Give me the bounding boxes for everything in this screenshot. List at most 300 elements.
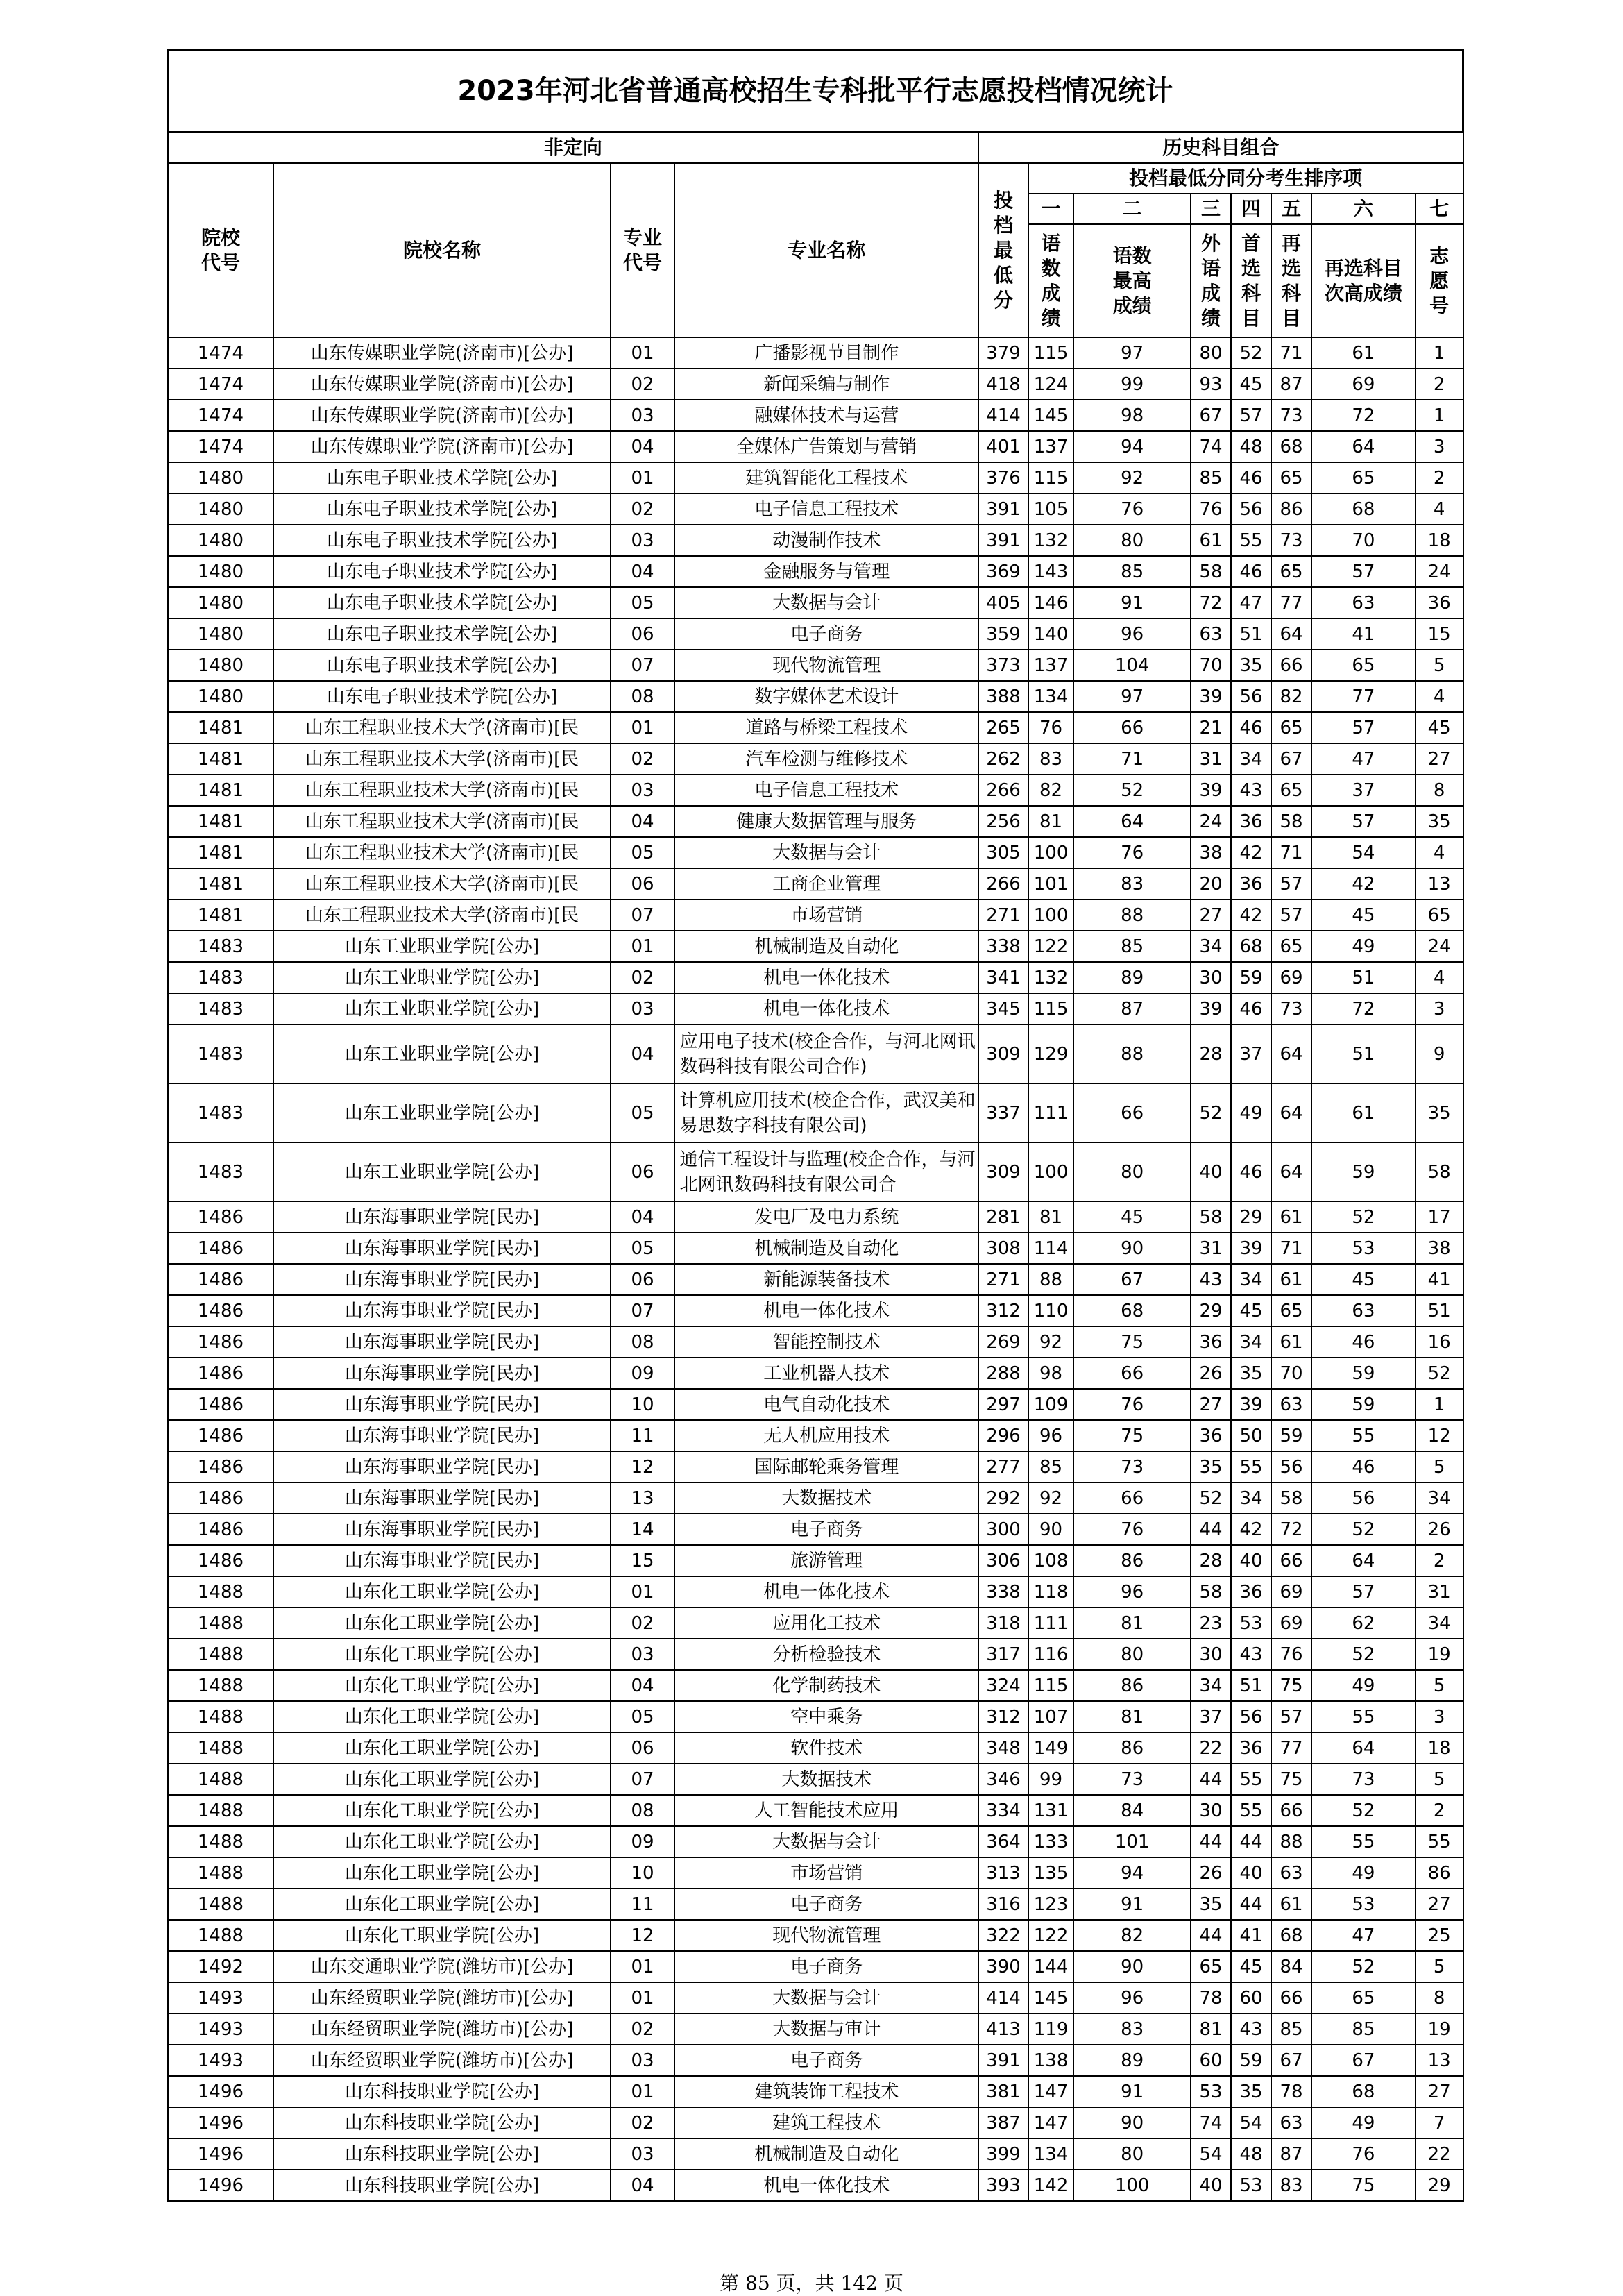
score-yushu: 76 [1028,712,1073,743]
major-code: 01 [611,1982,675,2014]
score-foreign: 58 [1191,1576,1231,1607]
score-first-subject: 56 [1231,493,1271,525]
score-first-subject: 35 [1231,1358,1271,1389]
min-score: 306 [978,1545,1028,1576]
page-title: 2023年河北省普通高校招生专科批平行志愿投档情况统计 [168,50,1463,133]
score-yushu: 149 [1028,1732,1073,1764]
min-score: 313 [978,1857,1028,1889]
college-code: 1481 [168,743,274,775]
table-row [168,1201,1463,1233]
college-code: 1481 [168,806,274,837]
major-code: 02 [611,962,675,993]
score-second-subject: 59 [1271,1420,1311,1451]
table-row [168,1264,1463,1295]
major-code: 06 [611,1264,675,1295]
score-foreign: 58 [1191,1201,1231,1233]
major-code: 03 [611,1639,675,1670]
score-second-sub-next: 72 [1311,400,1416,431]
college-code: 1488 [168,1701,274,1732]
score-first-subject: 36 [1231,1732,1271,1764]
min-score: 324 [978,1670,1028,1701]
score-foreign: 36 [1191,1420,1231,1451]
score-second-subject: 75 [1271,1670,1311,1701]
college-name: 山东化工职业学院[公办] [273,1607,610,1639]
wish-number: 15 [1416,618,1463,650]
min-score: 376 [978,462,1028,493]
score-second-sub-next: 65 [1311,462,1416,493]
min-score: 296 [978,1420,1028,1451]
min-score: 292 [978,1483,1028,1514]
college-code: 1474 [168,400,274,431]
score-foreign: 24 [1191,806,1231,837]
score-second-subject: 58 [1271,806,1311,837]
major-code: 03 [611,2045,675,2076]
college-code: 1486 [168,1514,274,1545]
college-name: 山东化工职业学院[公办] [273,1639,610,1670]
college-name: 山东海事职业学院[民办] [273,1326,610,1358]
ord-2: 二 [1073,194,1191,224]
major-code: 10 [611,1857,675,1889]
score-yushu-max: 68 [1073,1295,1191,1326]
score-yushu-max: 75 [1073,1420,1191,1451]
score-first-subject: 48 [1231,2138,1271,2170]
major-name: 大数据与会计 [674,1826,978,1857]
score-sheet [167,49,1464,2202]
score-foreign: 31 [1191,1233,1231,1264]
college-name: 山东经贸职业学院(潍坊市)[公办] [273,2014,610,2045]
score-first-subject: 36 [1231,1576,1271,1607]
wish-number: 5 [1416,1951,1463,1982]
table-row [168,837,1463,868]
score-yushu-max: 86 [1073,1732,1191,1764]
table-row [168,1795,1463,1826]
major-code: 03 [611,993,675,1024]
score-first-subject: 35 [1231,2076,1271,2107]
ord-5: 五 [1271,194,1311,224]
score-second-subject: 57 [1271,1701,1311,1732]
score-foreign: 52 [1191,1483,1231,1514]
college-name: 山东工程职业技术大学(济南市)[民 [273,743,610,775]
score-second-sub-next: 49 [1311,1670,1416,1701]
score-first-subject: 35 [1231,650,1271,681]
score-second-subject: 56 [1271,1451,1311,1483]
score-yushu-max: 91 [1073,2076,1191,2107]
score-second-sub-next: 41 [1311,618,1416,650]
score-foreign: 67 [1191,400,1231,431]
table-row [168,1451,1463,1483]
score-second-sub-next: 57 [1311,556,1416,587]
score-yushu-max: 91 [1073,1889,1191,1920]
college-code: 1486 [168,1264,274,1295]
score-yushu-max: 96 [1073,618,1191,650]
score-yushu: 88 [1028,1264,1073,1295]
score-foreign: 34 [1191,1670,1231,1701]
score-second-sub-next: 57 [1311,712,1416,743]
score-yushu: 131 [1028,1795,1073,1826]
score-second-subject: 65 [1271,462,1311,493]
table-row [168,1483,1463,1514]
score-second-subject: 64 [1271,618,1311,650]
score-yushu: 133 [1028,1826,1073,1857]
score-yushu-max: 97 [1073,681,1191,712]
min-score: 338 [978,1576,1028,1607]
college-code: 1480 [168,618,274,650]
major-code: 11 [611,1420,675,1451]
score-yushu-max: 88 [1073,900,1191,931]
score-foreign: 30 [1191,1795,1231,1826]
score-foreign: 20 [1191,868,1231,900]
score-yushu: 101 [1028,868,1073,900]
score-second-sub-next: 69 [1311,369,1416,400]
score-second-subject: 63 [1271,1857,1311,1889]
score-second-subject: 61 [1271,1889,1311,1920]
score-second-sub-next: 63 [1311,587,1416,618]
college-code: 1483 [168,1024,274,1083]
min-score: 405 [978,587,1028,618]
score-second-subject: 61 [1271,1326,1311,1358]
table-row [168,1670,1463,1701]
table-row [168,1857,1463,1889]
score-second-subject: 69 [1271,1607,1311,1639]
college-code: 1488 [168,1857,274,1889]
score-foreign: 28 [1191,1024,1231,1083]
major-name: 机电一体化技术 [674,993,978,1024]
score-second-sub-next: 85 [1311,2014,1416,2045]
score-yushu: 92 [1028,1326,1073,1358]
score-second-sub-next: 64 [1311,1545,1416,1576]
college-name: 山东化工职业学院[公办] [273,1732,610,1764]
score-second-subject: 88 [1271,1826,1311,1857]
sub-header-5: 再 选 科 目 [1271,224,1311,337]
college-name: 山东工业职业学院[公办] [273,962,610,993]
college-code: 1486 [168,1233,274,1264]
major-code: 02 [611,369,675,400]
score-second-subject: 71 [1271,837,1311,868]
score-foreign: 27 [1191,1389,1231,1420]
wish-number: 2 [1416,1545,1463,1576]
wish-number: 4 [1416,681,1463,712]
score-second-sub-next: 59 [1311,1389,1416,1420]
wish-number: 45 [1416,712,1463,743]
college-code: 1488 [168,1576,274,1607]
wish-number: 22 [1416,2138,1463,2170]
score-yushu-max: 94 [1073,1857,1191,1889]
wish-number: 27 [1416,1889,1463,1920]
score-yushu: 129 [1028,1024,1073,1083]
major-name: 市场营销 [674,900,978,931]
min-score: 345 [978,993,1028,1024]
college-code: 1483 [168,1083,274,1142]
score-yushu-max: 104 [1073,650,1191,681]
score-first-subject: 60 [1231,1982,1271,2014]
admission-table [167,49,1464,2202]
score-second-subject: 65 [1271,556,1311,587]
score-yushu-max: 85 [1073,556,1191,587]
major-code: 08 [611,1326,675,1358]
score-first-subject: 45 [1231,1295,1271,1326]
score-yushu: 144 [1028,1951,1073,1982]
college-code: 1481 [168,837,274,868]
wish-number: 19 [1416,2014,1463,2045]
tie-rules-header: 投档最低分同分考生排序项 [1028,163,1463,194]
college-code: 1486 [168,1358,274,1389]
major-code-header: 专业 代号 [611,163,675,337]
score-second-subject: 58 [1271,1483,1311,1514]
table-row [168,1732,1463,1764]
college-code: 1474 [168,369,274,400]
college-name: 山东化工职业学院[公办] [273,1826,610,1857]
score-yushu: 111 [1028,1083,1073,1142]
major-code: 01 [611,337,675,369]
min-score: 414 [978,1982,1028,2014]
college-code: 1486 [168,1201,274,1233]
major-code: 09 [611,1358,675,1389]
major-code: 04 [611,1201,675,1233]
college-code: 1488 [168,1764,274,1795]
score-second-subject: 86 [1271,493,1311,525]
table-row [168,1576,1463,1607]
wish-number: 26 [1416,1514,1463,1545]
score-yushu: 109 [1028,1389,1073,1420]
score-second-subject: 67 [1271,743,1311,775]
major-code: 05 [611,837,675,868]
score-second-subject: 57 [1271,900,1311,931]
major-name: 大数据与会计 [674,837,978,868]
min-score: 271 [978,900,1028,931]
score-foreign: 30 [1191,962,1231,993]
min-score: 337 [978,1083,1028,1142]
table-row [168,1514,1463,1545]
score-second-subject: 67 [1271,2045,1311,2076]
min-score: 338 [978,931,1028,962]
score-first-subject: 55 [1231,1795,1271,1826]
major-name: 发电厂及电力系统 [674,1201,978,1233]
major-code: 05 [611,1701,675,1732]
college-code: 1481 [168,900,274,931]
score-yushu: 83 [1028,743,1073,775]
college-name: 山东化工职业学院[公办] [273,1701,610,1732]
score-second-sub-next: 53 [1311,1233,1416,1264]
subject-group-header: 历史科目组合 [978,133,1463,164]
score-second-sub-next: 51 [1311,1024,1416,1083]
min-score: 381 [978,2076,1028,2107]
score-foreign: 36 [1191,1326,1231,1358]
score-yushu-max: 76 [1073,1389,1191,1420]
major-code: 13 [611,1483,675,1514]
sub-header-1: 语 数 成 绩 [1028,224,1073,337]
major-code: 06 [611,618,675,650]
college-code: 1483 [168,1142,274,1201]
score-yushu: 81 [1028,806,1073,837]
score-first-subject: 39 [1231,1389,1271,1420]
min-score: 364 [978,1826,1028,1857]
table-row [168,1326,1463,1358]
score-second-subject: 87 [1271,369,1311,400]
score-foreign: 29 [1191,1295,1231,1326]
major-code: 07 [611,1764,675,1795]
college-name-header: 院校名称 [273,163,610,337]
min-score-header: 投 档 最 低 分 [978,163,1028,337]
score-second-subject: 72 [1271,1514,1311,1545]
college-name: 山东工程职业技术大学(济南市)[民 [273,775,610,806]
table-row [168,1024,1463,1083]
score-yushu-max: 99 [1073,369,1191,400]
score-yushu-max: 83 [1073,2014,1191,2045]
score-yushu: 124 [1028,369,1073,400]
wish-number: 34 [1416,1607,1463,1639]
min-score: 346 [978,1764,1028,1795]
score-second-subject: 77 [1271,587,1311,618]
min-score: 322 [978,1920,1028,1951]
college-code: 1493 [168,2014,274,2045]
college-name: 山东科技职业学院[公办] [273,2170,610,2201]
major-name: 动漫制作技术 [674,525,978,556]
college-code: 1483 [168,931,274,962]
score-yushu-max: 101 [1073,1826,1191,1857]
score-yushu: 115 [1028,1670,1073,1701]
major-code: 04 [611,556,675,587]
wish-number: 52 [1416,1358,1463,1389]
score-second-sub-next: 37 [1311,775,1416,806]
score-second-subject: 57 [1271,868,1311,900]
score-first-subject: 44 [1231,1889,1271,1920]
score-second-subject: 63 [1271,1389,1311,1420]
score-yushu-max: 94 [1073,431,1191,462]
college-code: 1486 [168,1326,274,1358]
college-name: 山东海事职业学院[民办] [273,1201,610,1233]
min-score: 413 [978,2014,1028,2045]
score-yushu: 100 [1028,900,1073,931]
wish-number: 2 [1416,1795,1463,1826]
major-name: 健康大数据管理与服务 [674,806,978,837]
score-second-subject: 73 [1271,525,1311,556]
major-name: 电气自动化技术 [674,1389,978,1420]
wish-number: 16 [1416,1326,1463,1358]
wish-number: 13 [1416,868,1463,900]
major-name: 工业机器人技术 [674,1358,978,1389]
score-foreign: 23 [1191,1607,1231,1639]
table-row [168,369,1463,400]
college-code: 1488 [168,1920,274,1951]
table-row [168,743,1463,775]
score-second-sub-next: 67 [1311,2045,1416,2076]
wish-number: 3 [1416,993,1463,1024]
score-first-subject: 40 [1231,1857,1271,1889]
score-yushu-max: 98 [1073,400,1191,431]
wish-number: 31 [1416,1576,1463,1607]
college-code: 1480 [168,525,274,556]
major-name: 全媒体广告策划与营销 [674,431,978,462]
major-name: 电子商务 [674,2045,978,2076]
table-row [168,1358,1463,1389]
major-name: 国际邮轮乘务管理 [674,1451,978,1483]
score-second-sub-next: 52 [1311,1514,1416,1545]
major-name: 广播影视节目制作 [674,337,978,369]
score-yushu: 122 [1028,1920,1073,1951]
major-name: 机械制造及自动化 [674,2138,978,2170]
score-yushu: 134 [1028,681,1073,712]
major-code: 01 [611,712,675,743]
college-code: 1486 [168,1483,274,1514]
major-name: 软件技术 [674,1732,978,1764]
score-yushu: 82 [1028,775,1073,806]
score-yushu-max: 80 [1073,1142,1191,1201]
score-first-subject: 55 [1231,525,1271,556]
major-code: 01 [611,2076,675,2107]
major-code: 02 [611,2107,675,2138]
score-first-subject: 47 [1231,587,1271,618]
table-row [168,431,1463,462]
college-code: 1493 [168,2045,274,2076]
college-name: 山东海事职业学院[民办] [273,1264,610,1295]
score-foreign: 39 [1191,775,1231,806]
college-name: 山东化工职业学院[公办] [273,1857,610,1889]
college-name: 山东海事职业学院[民办] [273,1451,610,1483]
table-row [168,1545,1463,1576]
score-yushu: 98 [1028,1358,1073,1389]
score-yushu: 108 [1028,1545,1073,1576]
score-yushu: 137 [1028,650,1073,681]
score-second-sub-next: 52 [1311,1639,1416,1670]
major-code: 07 [611,650,675,681]
wish-number: 2 [1416,462,1463,493]
score-foreign: 44 [1191,1514,1231,1545]
major-name: 建筑装饰工程技术 [674,2076,978,2107]
score-yushu: 115 [1028,462,1073,493]
wish-number: 8 [1416,1982,1463,2014]
wish-number: 5 [1416,1670,1463,1701]
score-first-subject: 54 [1231,2107,1271,2138]
major-code: 03 [611,400,675,431]
major-name: 电子商务 [674,618,978,650]
score-foreign: 26 [1191,1857,1231,1889]
score-yushu-max: 89 [1073,2045,1191,2076]
major-code: 02 [611,743,675,775]
score-second-subject: 66 [1271,650,1311,681]
score-yushu-max: 97 [1073,337,1191,369]
score-first-subject: 34 [1231,1264,1271,1295]
score-second-sub-next: 57 [1311,1576,1416,1607]
table-row [168,1701,1463,1732]
score-foreign: 60 [1191,2045,1231,2076]
score-yushu: 132 [1028,525,1073,556]
score-foreign: 35 [1191,1451,1231,1483]
major-code: 04 [611,2170,675,2201]
major-name: 大数据与会计 [674,1982,978,2014]
table-row [168,1639,1463,1670]
score-second-sub-next: 63 [1311,1295,1416,1326]
college-name: 山东海事职业学院[民办] [273,1545,610,1576]
table-row [168,775,1463,806]
wish-number: 25 [1416,1920,1463,1951]
major-name: 人工智能技术应用 [674,1795,978,1826]
score-second-subject: 65 [1271,1295,1311,1326]
score-first-subject: 51 [1231,1670,1271,1701]
college-code: 1474 [168,431,274,462]
score-yushu: 96 [1028,1420,1073,1451]
score-foreign: 80 [1191,337,1231,369]
score-foreign: 74 [1191,2107,1231,2138]
score-second-sub-next: 73 [1311,1764,1416,1795]
score-second-sub-next: 55 [1311,1701,1416,1732]
major-name: 大数据与会计 [674,587,978,618]
college-code: 1480 [168,556,274,587]
major-code: 06 [611,1732,675,1764]
college-name: 山东海事职业学院[民办] [273,1389,610,1420]
table-row [168,1982,1463,2014]
score-first-subject: 46 [1231,556,1271,587]
score-first-subject: 40 [1231,1545,1271,1576]
